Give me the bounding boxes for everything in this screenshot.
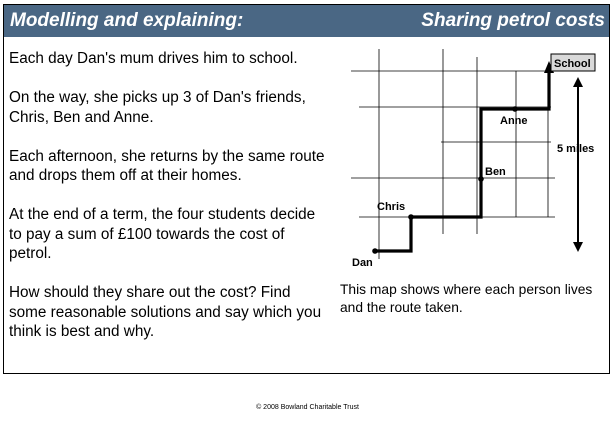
ben-house-dot [478,176,484,182]
copyright-footer: © 2008 Bowland Charitable Trust [256,404,359,411]
paragraph: Each day Dan's mum drives him to school. [9,50,298,67]
slide [3,4,610,374]
street-grid [351,49,555,259]
dan-house-dot [372,248,378,254]
anne-label: Anne [500,115,528,127]
distance-arrow-down-icon [573,242,583,252]
paragraph: Each afternoon, she returns by the same route and drops them off at their homes. [9,147,325,184]
problem-text [9,49,327,361]
task-title: Sharing petrol costs [421,10,605,31]
dan-label: Dan [352,257,373,269]
section-title: Modelling and explaining: [10,10,244,31]
distance-arrow-up-icon [573,77,583,87]
map-caption: This map shows where each person lives and the route taken. [340,282,593,315]
chris-label: Chris [377,201,406,213]
distance-label: 5 miles [557,143,595,155]
ben-label: Ben [485,166,506,178]
paragraph: How should they share out the cost? Find some reasonable solutions and say which you think is best and why. [9,284,322,340]
paragraph: On the way, she picks up 3 of Dan's friends, Chris, Ben and Anne. [9,89,306,126]
route-line [374,71,549,251]
title-bar [4,5,609,37]
paragraph: At the end of a term, the four students decide to pay a sum of £100 towards the cost of petrol. [9,206,316,262]
school-label: School [554,58,591,70]
anne-house-dot [512,106,518,112]
chris-house-dot [408,214,414,220]
route-map [341,49,611,269]
